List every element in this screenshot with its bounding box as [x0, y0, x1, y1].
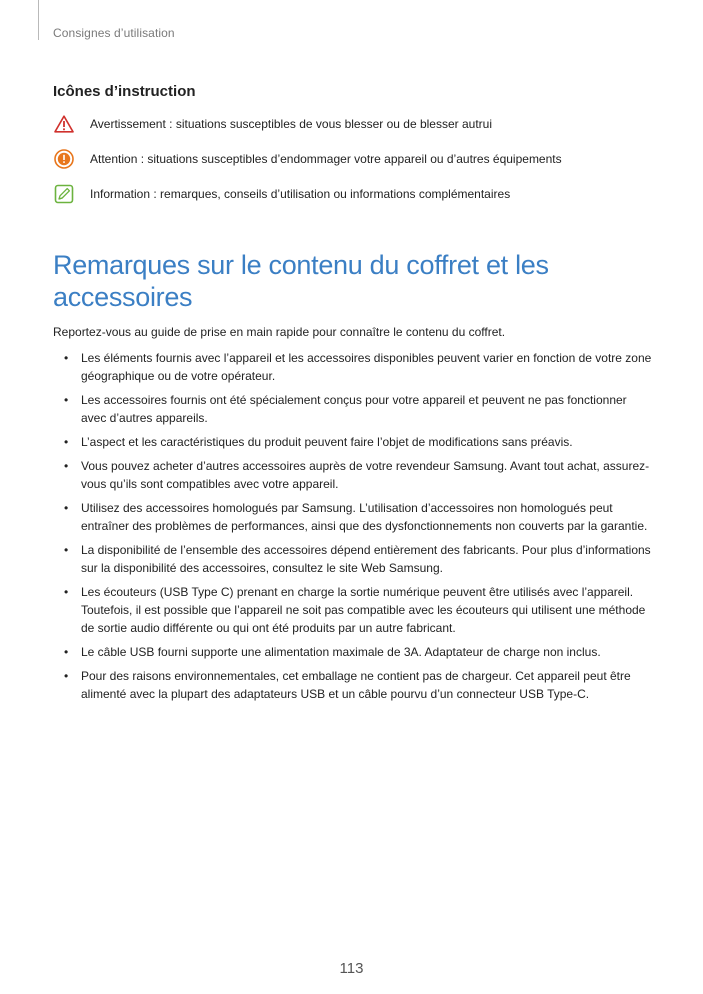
section-title: Remarques sur le contenu du coffret et les accessoires — [53, 250, 549, 312]
instruction-description-information: : remarques, conseils d’utilisation ou informations complémentaires — [150, 187, 511, 201]
list-item: • Les éléments fournis avec l’appareil et les accessoires disponibles peuvent varier en fonction de votre zone géographique ou de votre opérateur. — [53, 349, 653, 385]
instruction-text-caution — [90, 152, 562, 166]
section-intro: Reportez-vous au guide de prise en main rapide pour connaître le contenu du coffret. — [53, 325, 506, 339]
note-pencil-icon — [53, 184, 75, 204]
list-item: • Utilisez des accessoires homologués par Samsung. L’utilisation d’accessoires non homologués peut entraîner des problèmes de performances, ainsi que des dysfonctionnements non couverts par la garantie. — [53, 499, 653, 535]
list-item: • Le câble USB fourni supporte une alimentation maximale de 3A. Adaptateur de charge non inclus. — [53, 643, 653, 661]
instruction-term-warning: Avertissement — [90, 117, 166, 131]
instruction-term-caution: Attention — [90, 152, 138, 166]
instruction-row-warning — [53, 114, 492, 134]
accessories-notes-list — [53, 349, 653, 709]
list-item: • Les accessoires fournis ont été spécialement conçus pour votre appareil et peuvent ne pas fonctionner avec d’autres appareils. — [53, 391, 653, 427]
caution-circle-icon — [53, 149, 75, 169]
instruction-text-information — [90, 187, 510, 201]
instruction-text-warning — [90, 117, 492, 131]
list-item: • Pour des raisons environnementales, cet emballage ne contient pas de chargeur. Cet appareil peut être alimenté avec la plupart des adaptateurs USB et un câble pourvu d’un connecteur USB Type-C. — [53, 667, 653, 703]
instruction-icons-heading: Icônes d’instruction — [53, 83, 196, 100]
instruction-row-caution — [53, 149, 562, 169]
instruction-term-information: Information — [90, 187, 151, 201]
margin-rule — [38, 0, 39, 40]
list-item: • L’aspect et les caractéristiques du produit peuvent faire l’objet de modifications sans préavis. — [53, 433, 653, 451]
page-number: 113 — [339, 960, 364, 977]
instruction-description-warning: : situations susceptibles de vous blesser ou de blesser autrui — [165, 117, 492, 131]
warning-triangle-icon — [53, 114, 75, 134]
instruction-row-information — [53, 184, 510, 204]
list-item: • Les écouteurs (USB Type C) prenant en charge la sortie numérique peuvent être utilisés avec l’appareil. Toutefois, il est possible que l’appareil ne soit pas compatible avec les écouteurs qui utilisent une méthode de sortie audio différente ou qui ont été produits par un autre fabricant. — [53, 583, 653, 637]
instruction-description-caution: : situations susceptibles d’endommager votre appareil ou d’autres équipements — [137, 152, 562, 166]
list-item: • Vous pouvez acheter d’autres accessoires auprès de votre revendeur Samsung. Avant tout achat, assurez-vous qu’ils sont compatibles avec votre appareil. — [53, 457, 653, 493]
list-item: • La disponibilité de l’ensemble des accessoires dépend entièrement des fabricants. Pour plus d’informations sur la disponibilité des accessoires, consultez le site Web Samsung. — [53, 541, 653, 577]
running-header: Consignes d’utilisation — [53, 26, 175, 40]
